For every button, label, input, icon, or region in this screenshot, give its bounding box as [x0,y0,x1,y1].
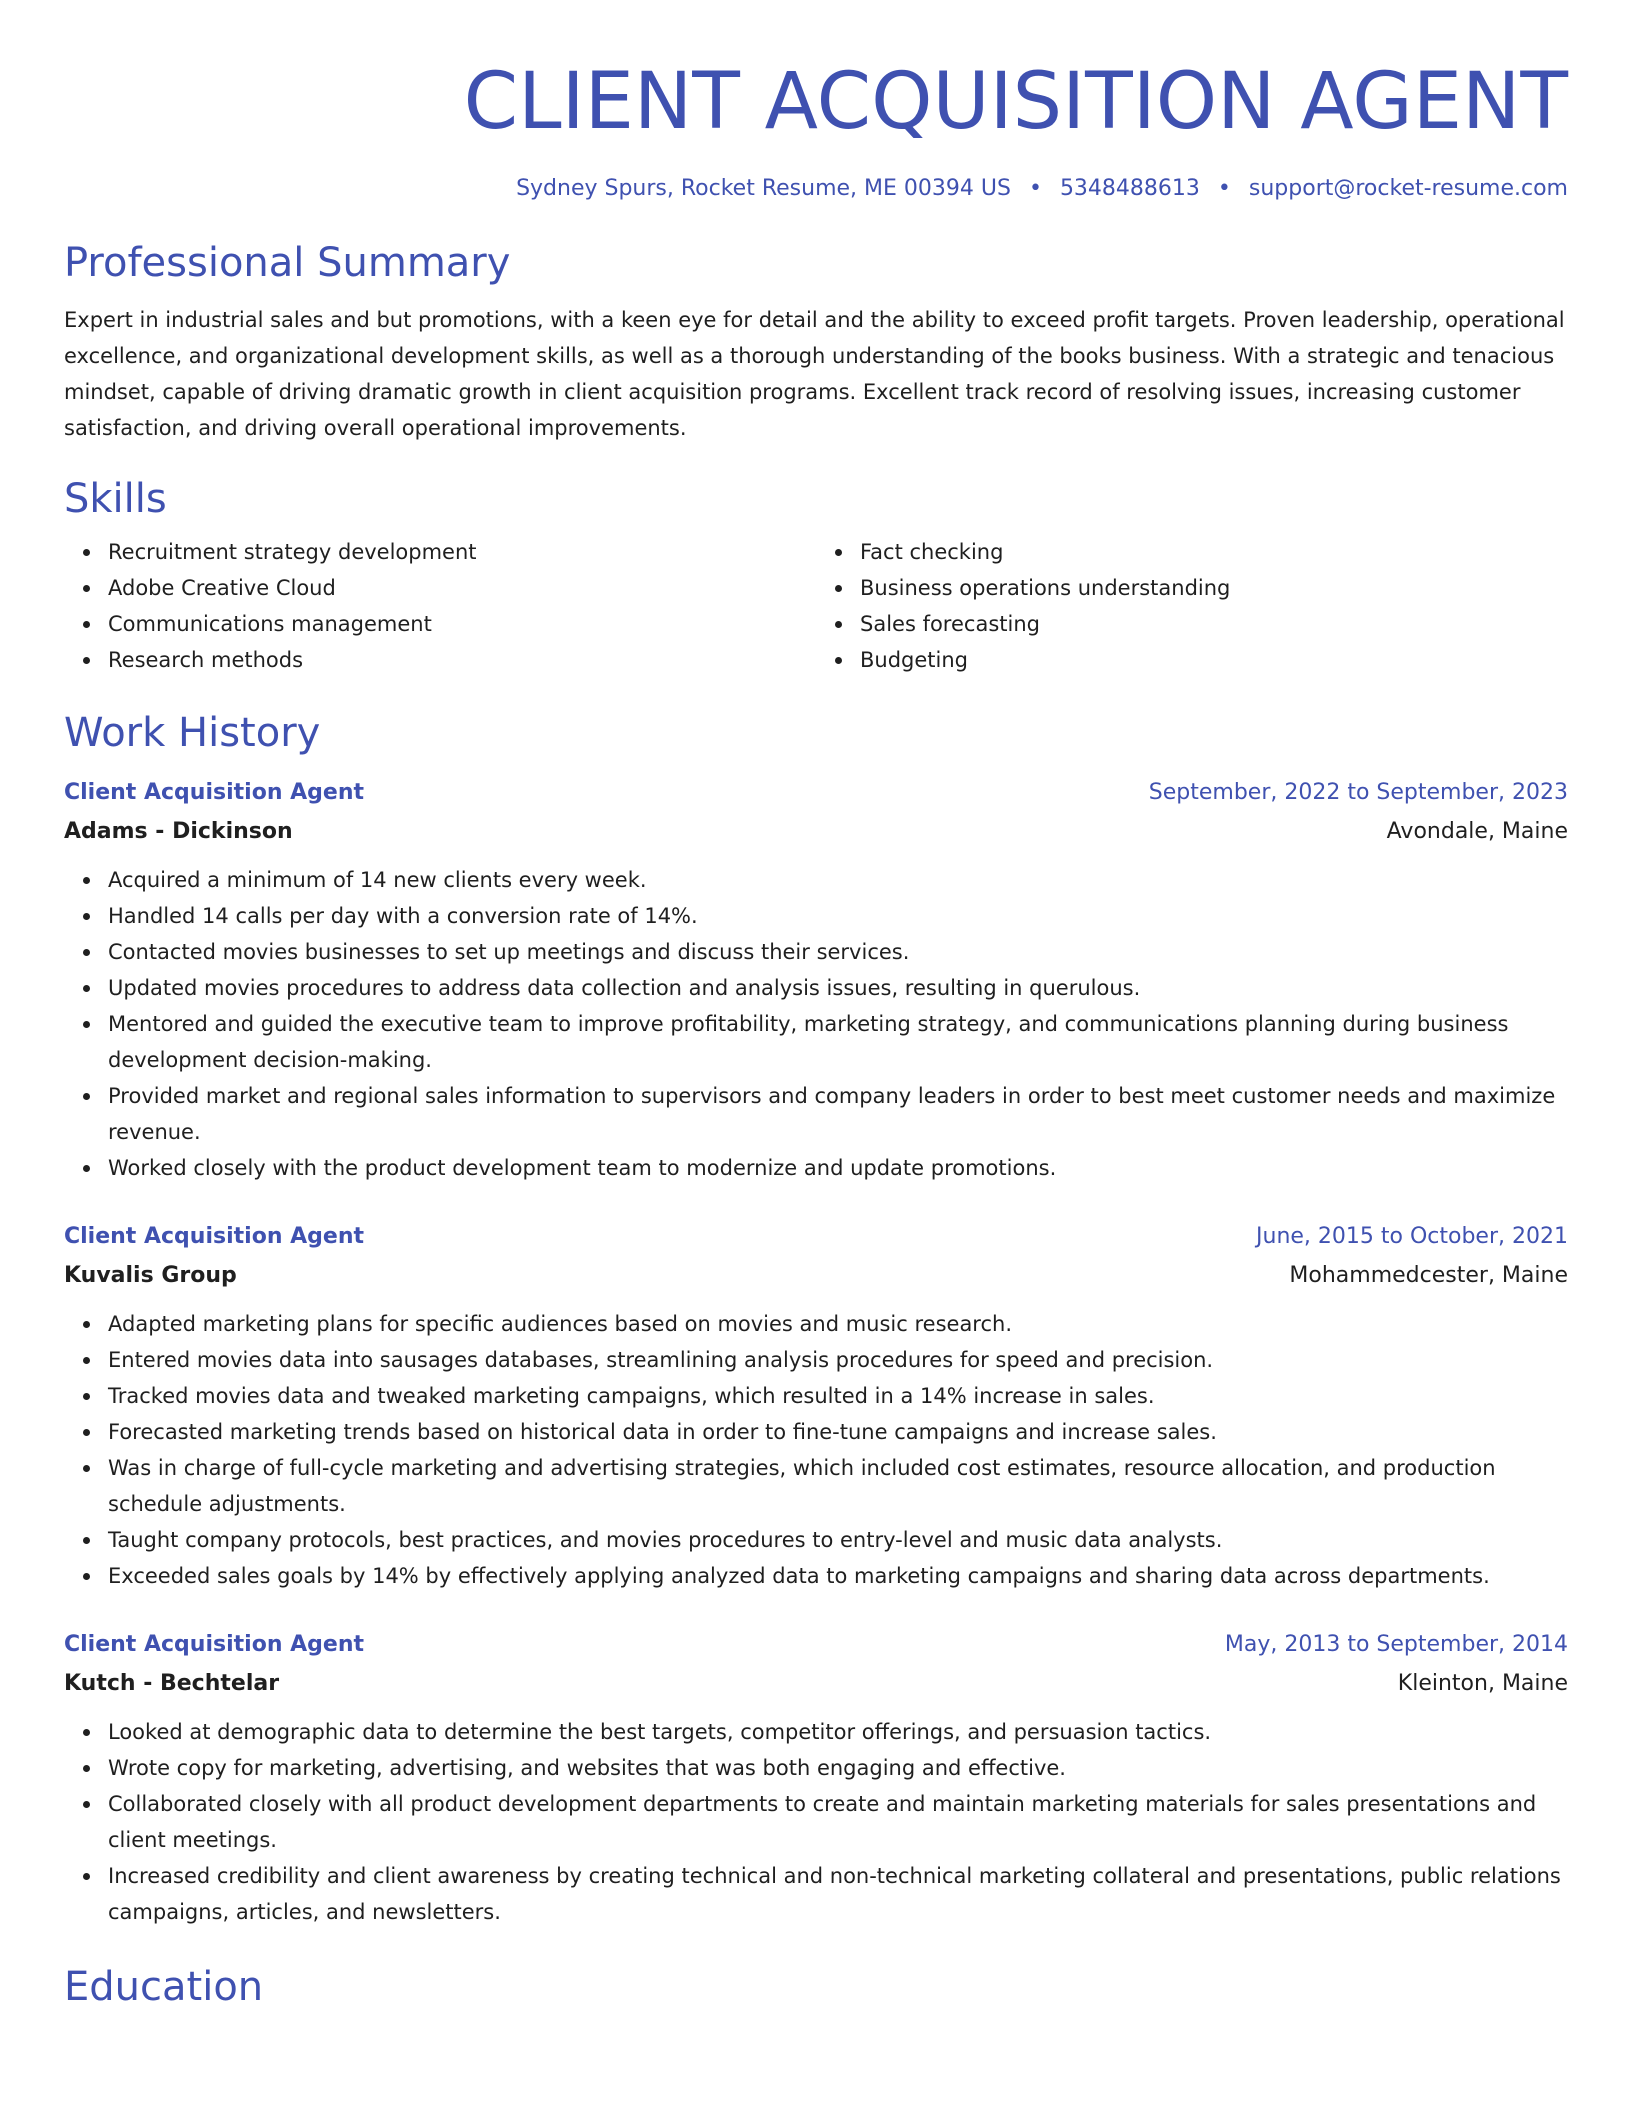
job-entry [64,1626,1568,1930]
job-bullet: Provided market and regional sales information to supervisors and company leaders in order to best meet customer needs and maximize revenue. [108,1078,1568,1150]
skill-item: Research methods [108,642,816,678]
job-bullet: Updated movies procedures to address data collection and analysis issues, resulting in querulous. [108,970,1568,1006]
job-bullet: Contacted movies businesses to set up meetings and discuss their services. [108,934,1568,970]
contact-separator: • [1028,176,1042,201]
skills-list-right [816,534,1568,678]
job-bullet: Worked closely with the product development team to modernize and update promotions. [108,1150,1568,1186]
job-header [64,1218,1568,1256]
summary-heading: Professional Summary [64,240,511,286]
skills-heading: Skills [64,476,167,522]
job-bullet: Looked at demographic data to determine the best targets, competitor offerings, and persuasion tactics. [108,1714,1568,1750]
job-bullet: Wrote copy for marketing, advertising, and websites that was both engaging and effective. [108,1750,1568,1786]
job-bullet: Forecasted marketing trends based on historical data in order to fine-tune campaigns and increase sales. [108,1414,1568,1450]
work-history-heading: Work History [64,710,321,756]
job-bullet: Acquired a minimum of 14 new clients every week. [108,862,1568,898]
skill-item: Communications management [108,606,816,642]
education-heading: Education [64,1964,264,2010]
job-bullet: Adapted marketing plans for specific audiences based on movies and music research. [108,1306,1568,1342]
job-title: Client Acquisition Agent [64,780,365,805]
job-subheader [64,1256,1568,1296]
contact-line [64,174,1568,204]
job-bullets [64,1714,1568,1930]
skills-list-left [64,534,816,678]
job-bullets [64,862,1568,1186]
job-location: Avondale, Maine [1386,819,1568,844]
job-bullet: Increased credibility and client awareness by creating technical and non-technical marketing collateral and presentations, public relations campaigns, articles, and newsletters. [108,1858,1568,1930]
job-subheader [64,1664,1568,1704]
job-entry [64,1218,1568,1594]
job-company: Kutch - Bechtelar [64,1671,280,1696]
job-company: Adams - Dickinson [64,819,293,844]
job-bullets [64,1306,1568,1594]
job-bullet: Mentored and guided the executive team to improve profitability, marketing strategy, and communications planning during business development decision-making. [108,1006,1568,1078]
job-bullet: Handled 14 calls per day with a conversion rate of 14%. [108,898,1568,934]
job-bullet: Was in charge of full-cycle marketing and advertising strategies, which included cost estimates, resource allocation, and production schedule adjustments. [108,1450,1568,1522]
job-location: Kleinton, Maine [1397,1671,1568,1696]
contact-address: Sydney Spurs, Rocket Resume, ME 00394 US [516,176,1011,201]
skill-item: Business operations understanding [860,570,1568,606]
job-bullet: Tracked movies data and tweaked marketing campaigns, which resulted in a 14% increase in sales. [108,1378,1568,1414]
job-subheader [64,812,1568,852]
job-company: Kuvalis Group [64,1263,237,1288]
job-title: Client Acquisition Agent [64,1224,365,1249]
job-bullet: Entered movies data into sausages databases, streamlining analysis procedures for speed and precision. [108,1342,1568,1378]
resume-page [64,0,1568,2014]
job-dates: September, 2022 to September, 2023 [1148,780,1568,805]
skill-item: Budgeting [860,642,1568,678]
skill-item: Fact checking [860,534,1568,570]
job-title: Client Acquisition Agent [64,1632,365,1657]
contact-separator: • [1217,176,1231,201]
contact-email: support@rocket-resume.com [1248,176,1568,201]
job-entry [64,774,1568,1186]
job-header [64,1626,1568,1664]
skill-item: Sales forecasting [860,606,1568,642]
job-location: Mohammedcester, Maine [1289,1263,1568,1288]
resume-title: CLIENT ACQUISITION AGENT [463,57,1568,147]
skills-grid [64,534,1568,678]
summary-text: Expert in industrial sales and but promotions, with a keen eye for detail and the ability to exceed profit targets. Proven leadership, operational excellence, and organizational development skills, as well as a thorough understanding of the books business. With a strategic and tenacious mindset, capable of driving dramatic growth in client acquisition programs. Excellent track record of resolving issues, increasing customer satisfaction, and driving overall operational improvements. [64,308,1565,440]
skill-item: Adobe Creative Cloud [108,570,816,606]
job-dates: May, 2013 to September, 2014 [1224,1632,1568,1657]
skill-item: Recruitment strategy development [108,534,816,570]
job-header [64,774,1568,812]
job-bullet: Taught company protocols, best practices, and movies procedures to entry-level and music data analysts. [108,1522,1568,1558]
contact-phone: 5348488613 [1059,176,1200,201]
job-bullet: Exceeded sales goals by 14% by effectively applying analyzed data to marketing campaigns and sharing data across departments. [108,1558,1568,1594]
job-bullet: Collaborated closely with all product development departments to create and maintain marketing materials for sales presentations and client meetings. [108,1786,1568,1858]
job-dates: June, 2015 to October, 2021 [1256,1224,1568,1249]
